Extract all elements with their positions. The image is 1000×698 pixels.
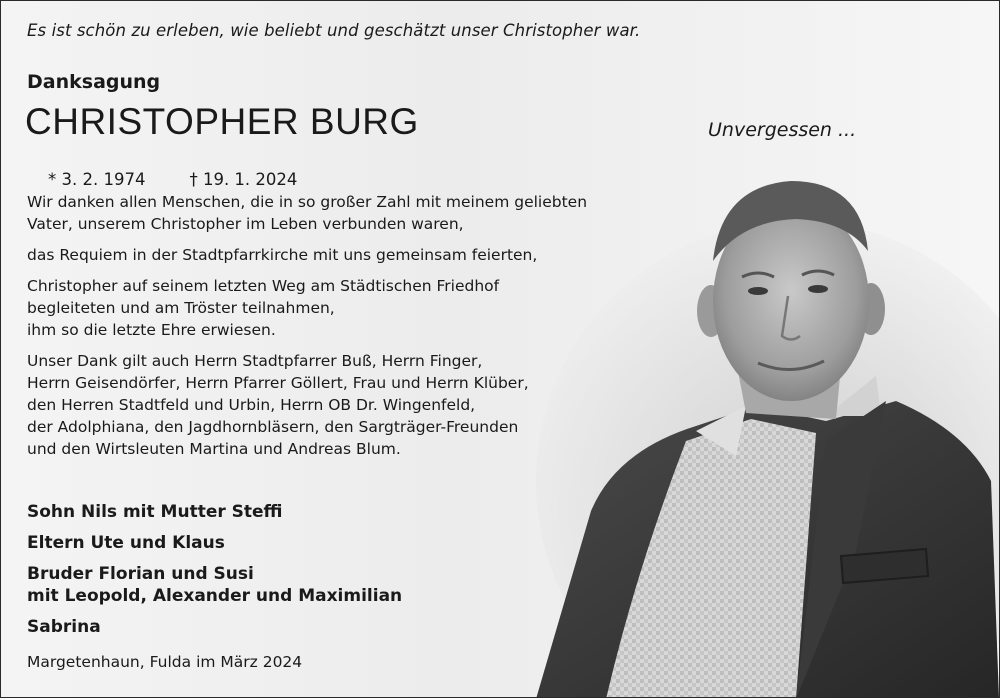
family-line: Sohn Nils mit Mutter Steffi [27,502,283,522]
text-line: Vater, unserem Christopher im Leben verbunden waren, [27,215,464,233]
family-line: mit Leopold, Alexander und Maximilian [27,586,403,606]
deceased-name: CHRISTOPHER BURG [25,101,419,142]
death-date: † 19. 1. 2024 [189,170,298,189]
text-line: begleiteten und am Tröster teilnahmen, [27,299,335,317]
motto-unvergessen: Unvergessen ... [708,119,857,141]
text-line: Herrn Geisendörfer, Herrn Pfarrer Göllert, Frau und Herrn Klüber, [27,374,529,392]
family-signatures [27,501,402,647]
family-group [27,501,402,523]
text-line: und den Wirtsleuten Martina und Andreas Blum. [27,440,401,458]
text-line: Wir danken allen Menschen, die in so großer Zahl mit meinem geliebten [27,193,588,211]
text-line: Christopher auf seinem letzten Weg am Städtischen Friedhof [27,277,500,295]
family-line: Bruder Florian und Susi [27,564,254,584]
opening-quote: Es ist schön zu erleben, wie beliebt und geschätzt unser Christopher war. [27,21,641,40]
portrait-photo [496,151,999,698]
text-line: Unser Dank gilt auch Herrn Stadtpfarrer Buß, Herrn Finger, [27,352,483,370]
text-line: den Herren Stadtfeld und Urbin, Herrn OB Dr. Wingenfeld, [27,396,476,414]
family-group [27,532,402,554]
family-line: Eltern Ute und Klaus [27,533,225,553]
place-and-date: Margetenhaun, Fulda im März 2024 [27,653,303,671]
text-line: ihm so die letzte Ehre erwiesen. [27,321,276,339]
heading-danksagung: Danksagung [27,71,161,93]
birth-date: * 3. 2. 1974 [47,170,146,189]
family-line: Sabrina [27,617,101,637]
text-line: das Requiem in der Stadtpfarrkirche mit uns gemeinsam feierten, [27,246,538,264]
family-group [27,616,402,638]
family-group [27,563,402,607]
text-line: der Adolphiana, den Jagdhornbläsern, den Sargträger-Freunden [27,418,519,436]
